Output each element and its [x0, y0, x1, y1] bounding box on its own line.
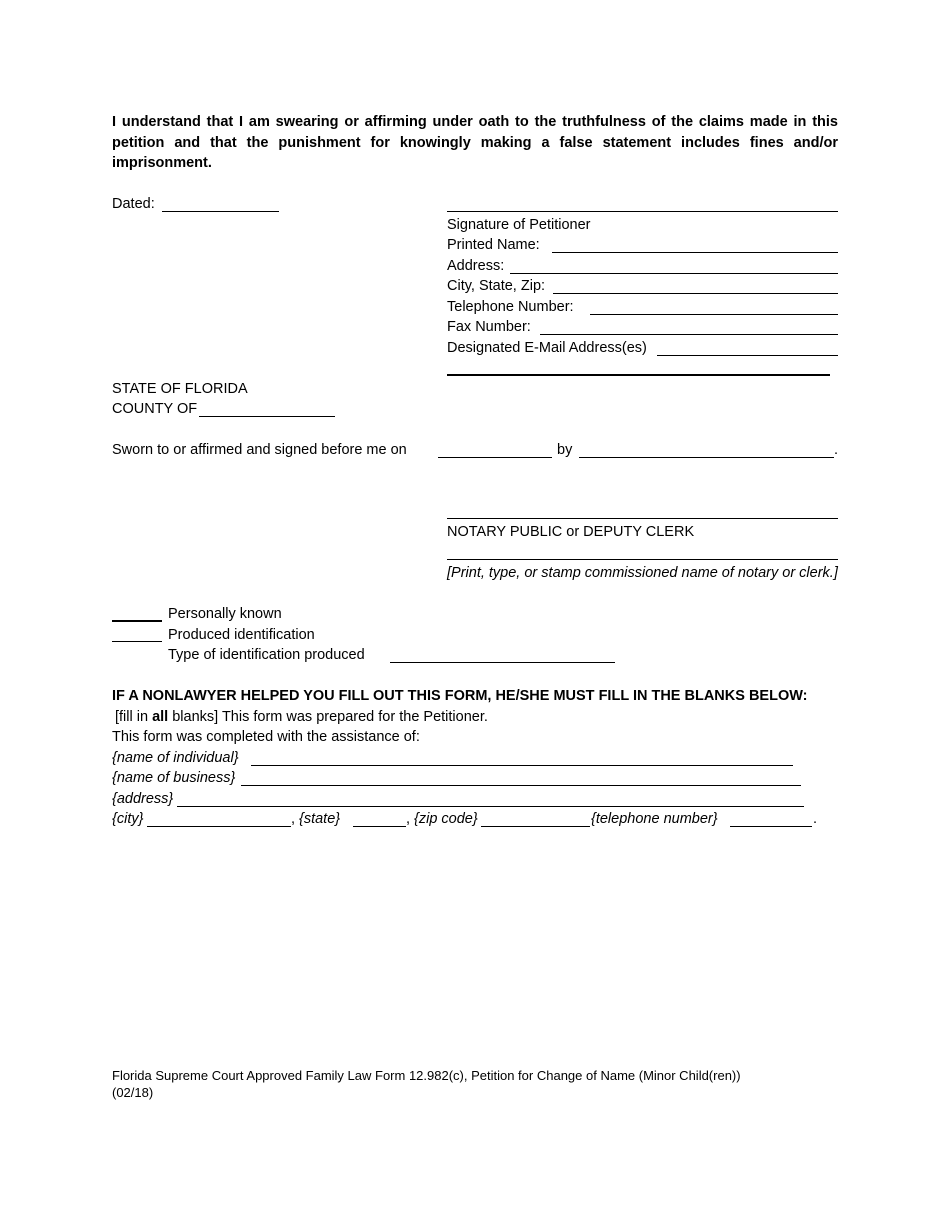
- by-label: by: [557, 442, 573, 458]
- city-state-zip-label: City, State, Zip:: [447, 278, 546, 294]
- produced-id-label: Produced identification: [168, 627, 315, 643]
- county-field[interactable]: [199, 416, 335, 417]
- nonlawyer-state-label: {state}: [299, 811, 341, 827]
- nonlawyer-zip-label: {zip code}: [414, 811, 478, 827]
- fax-label: Fax Number:: [447, 319, 531, 335]
- name-individual-label: {name of individual}: [112, 750, 239, 766]
- nonlawyer-address-field[interactable]: [177, 806, 804, 807]
- oath-statement: I understand that I am swearing or affirming under oath to the truthfulness of the claims made in this petition and that the punishment for knowingly making a false statement includes fines and/or imprisonment.: [112, 114, 838, 171]
- printed-name-field[interactable]: [552, 252, 838, 253]
- id-type-label: Type of identification produced: [168, 647, 365, 663]
- nonlawyer-city-label: {city}: [112, 811, 144, 827]
- printed-name-label: Printed Name:: [447, 237, 540, 253]
- nonlawyer-heading: IF A NONLAWYER HELPED YOU FILL OUT THIS FORM, HE/SHE MUST FILL IN THE BLANKS BELOW:: [112, 688, 808, 704]
- nonlawyer-telephone-label: {telephone number}: [591, 811, 718, 827]
- produced-id-check[interactable]: [112, 641, 162, 642]
- completed-with-label: This form was completed with the assistance of:: [112, 729, 420, 745]
- nonlawyer-zip-field[interactable]: [481, 826, 590, 827]
- sworn-date-field[interactable]: [438, 457, 552, 458]
- sworn-period: .: [834, 442, 839, 458]
- name-business-label: {name of business}: [112, 770, 236, 786]
- id-type-field[interactable]: [390, 662, 615, 663]
- name-individual-field[interactable]: [251, 765, 793, 766]
- notary-title: NOTARY PUBLIC or DEPUTY CLERK: [447, 524, 695, 540]
- personally-known-check[interactable]: [112, 620, 162, 622]
- notary-name-line[interactable]: [447, 559, 838, 560]
- telephone-label: Telephone Number:: [447, 299, 574, 315]
- nonlawyer-address-label: {address}: [112, 791, 174, 807]
- address-label: Address:: [447, 258, 505, 274]
- fax-field[interactable]: [540, 334, 838, 335]
- telephone-field[interactable]: [590, 314, 838, 315]
- address-field[interactable]: [510, 273, 838, 274]
- name-business-field[interactable]: [241, 785, 801, 786]
- notary-signature-line[interactable]: [447, 518, 838, 519]
- comma-2: ,: [406, 811, 411, 827]
- dated-field[interactable]: [162, 211, 279, 212]
- fill-in-note: [fill in all blanks] This form was prepared for the Petitioner.: [115, 709, 488, 725]
- nonlawyer-telephone-field[interactable]: [730, 826, 812, 827]
- stamp-note: [Print, type, or stamp commissioned name of notary or clerk.]: [447, 565, 838, 581]
- email-label: Designated E-Mail Address(es): [447, 340, 647, 356]
- footer-revision: (02/18): [112, 1085, 154, 1100]
- email-field-extra[interactable]: [447, 374, 830, 376]
- petitioner-signature-line[interactable]: [447, 211, 838, 212]
- sworn-by-field[interactable]: [579, 457, 834, 458]
- sworn-label: Sworn to or affirmed and signed before me on: [112, 442, 407, 458]
- nonlawyer-period: .: [813, 811, 818, 827]
- nonlawyer-state-field[interactable]: [353, 826, 406, 827]
- state-label: STATE OF FLORIDA: [112, 381, 248, 397]
- comma-1: ,: [291, 811, 296, 827]
- email-field[interactable]: [657, 355, 838, 356]
- signature-label: Signature of Petitioner: [447, 217, 591, 233]
- nonlawyer-city-field[interactable]: [147, 826, 291, 827]
- city-state-zip-field[interactable]: [553, 293, 838, 294]
- personally-known-label: Personally known: [168, 606, 282, 622]
- county-label: COUNTY OF: [112, 401, 198, 417]
- dated-label: Dated:: [112, 196, 155, 212]
- footer-form-title: Florida Supreme Court Approved Family Law Form 12.982(c), Petition for Change of Name (Minor Child(ren)): [112, 1068, 741, 1083]
